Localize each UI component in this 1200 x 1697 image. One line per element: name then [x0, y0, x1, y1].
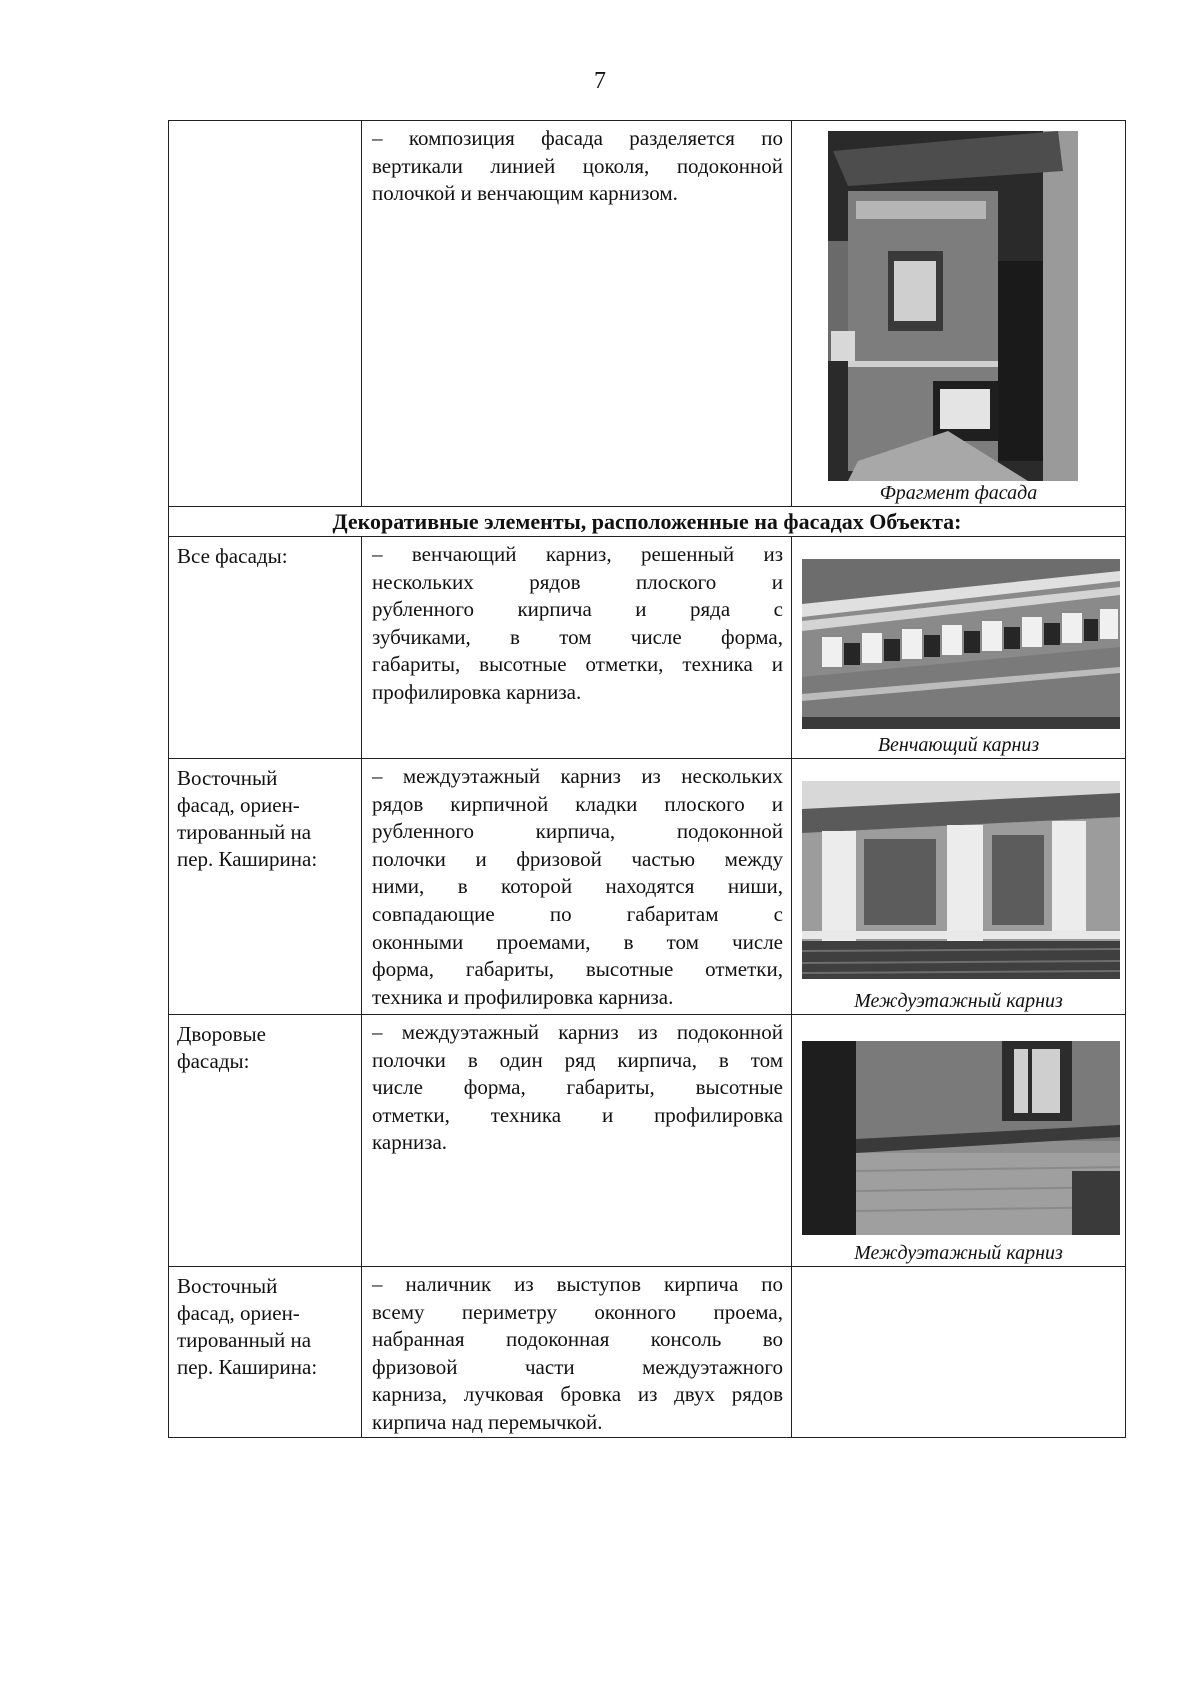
- text-line: полочкой и венчающим карнизом.: [372, 181, 678, 206]
- text-line: отметки, техника и профилировка: [372, 1102, 783, 1127]
- label-line: фасады:: [177, 1049, 250, 1073]
- table-row: [169, 759, 1126, 1015]
- description-cell: [362, 759, 792, 1015]
- photo-caption: Венчающий карниз: [877, 734, 1040, 756]
- section-header: Декоративные элементы, расположенные на фасадах Объекта:: [169, 507, 1126, 537]
- courtyard-cornice-photo: [802, 1041, 1120, 1235]
- label-line: Восточный: [177, 766, 278, 790]
- text-line: техника и профилировка карниза.: [372, 984, 674, 1009]
- label-line: Восточный: [177, 1274, 278, 1298]
- text-line: – наличник из выступов кирпича по: [372, 1272, 783, 1296]
- text-line: совпадающие по габаритам с: [372, 901, 783, 926]
- photo-caption: Междуэтажный карниз: [854, 1242, 1063, 1264]
- text-line: – междуэтажный карниз из нескольких: [372, 764, 783, 788]
- description-cell: [362, 1015, 792, 1267]
- description-cell: [362, 121, 792, 507]
- label-line: Дворовые: [177, 1022, 266, 1046]
- text-line: кирпича над перемычкой.: [372, 1409, 603, 1434]
- text-line: числе форма, габариты, высотные: [372, 1075, 783, 1100]
- label-cell: [169, 759, 362, 1015]
- photo-caption: Фрагмент фасада: [879, 482, 1038, 504]
- photo-caption: Междуэтажный карниз: [854, 990, 1063, 1012]
- text-line: фризовой части междуэтажного: [372, 1354, 783, 1379]
- table-row: [169, 121, 1126, 507]
- label-cell: [169, 1015, 362, 1267]
- photo-cell-empty: [792, 1267, 1126, 1438]
- photo-cell: [792, 121, 1126, 507]
- label-cell: [169, 121, 362, 507]
- text-line: – междуэтажный карниз из подоконной: [372, 1020, 783, 1044]
- page-number: 7: [594, 68, 606, 94]
- crowning-cornice-photo: [802, 559, 1120, 729]
- facade-fragment-photo: [828, 131, 1078, 481]
- text-line: форма, габариты, высотные отметки,: [372, 957, 783, 982]
- label-cell: [169, 537, 362, 759]
- attributes-table: [168, 120, 1126, 1438]
- text-line: нескольких рядов плоского и: [372, 569, 783, 594]
- text-line: рубленного кирпича и ряда с: [372, 597, 783, 622]
- text-line: рядов кирпичной кладки плоского и: [372, 791, 783, 816]
- text-line: карниза, лучковая бровка из двух рядов: [372, 1382, 783, 1407]
- interfloor-cornice-photo: [802, 781, 1120, 979]
- section-header-row: [169, 507, 1126, 537]
- photo-cell: [792, 1015, 1126, 1267]
- photo-cell: [792, 537, 1126, 759]
- label-line: Все фасады:: [177, 544, 288, 568]
- text-line: профилировка карниза.: [372, 679, 582, 704]
- label-line: тированный на: [177, 820, 312, 844]
- text-line: рубленного кирпича, подоконной: [372, 819, 783, 844]
- text-line: оконными проемами, в том числе: [372, 929, 783, 954]
- table-row: [169, 1267, 1126, 1438]
- text-line: карниза.: [372, 1130, 448, 1155]
- label-line: пер. Каширина:: [177, 847, 318, 871]
- photo-cell: [792, 759, 1126, 1015]
- label-line: фасад, ориен-: [177, 1301, 300, 1325]
- label-line: фасад, ориен-: [177, 793, 300, 817]
- text-line: вертикали линией цоколя, подоконной: [372, 153, 783, 178]
- text-line: полочки и фризовой частью между: [372, 846, 783, 871]
- label-line: пер. Каширина:: [177, 1355, 318, 1379]
- text-line: всему периметру оконного проема,: [372, 1299, 783, 1324]
- text-line: – венчающий карниз, решенный из: [372, 542, 783, 566]
- label-cell: [169, 1267, 362, 1438]
- text-line: – композиция фасада разделяется по: [372, 126, 783, 150]
- description-cell: [362, 1267, 792, 1438]
- text-line: зубчиками, в том числе форма,: [372, 624, 783, 649]
- text-line: ними, в которой находятся ниши,: [372, 874, 783, 899]
- text-line: габариты, высотные отметки, техника и: [372, 652, 783, 677]
- table-row: [169, 1015, 1126, 1267]
- text-line: набранная подоконная консоль во: [372, 1327, 783, 1352]
- description-cell: [362, 537, 792, 759]
- label-line: тированный на: [177, 1328, 312, 1352]
- text-line: полочки в один ряд кирпича, в том: [372, 1047, 783, 1072]
- table-row: [169, 537, 1126, 759]
